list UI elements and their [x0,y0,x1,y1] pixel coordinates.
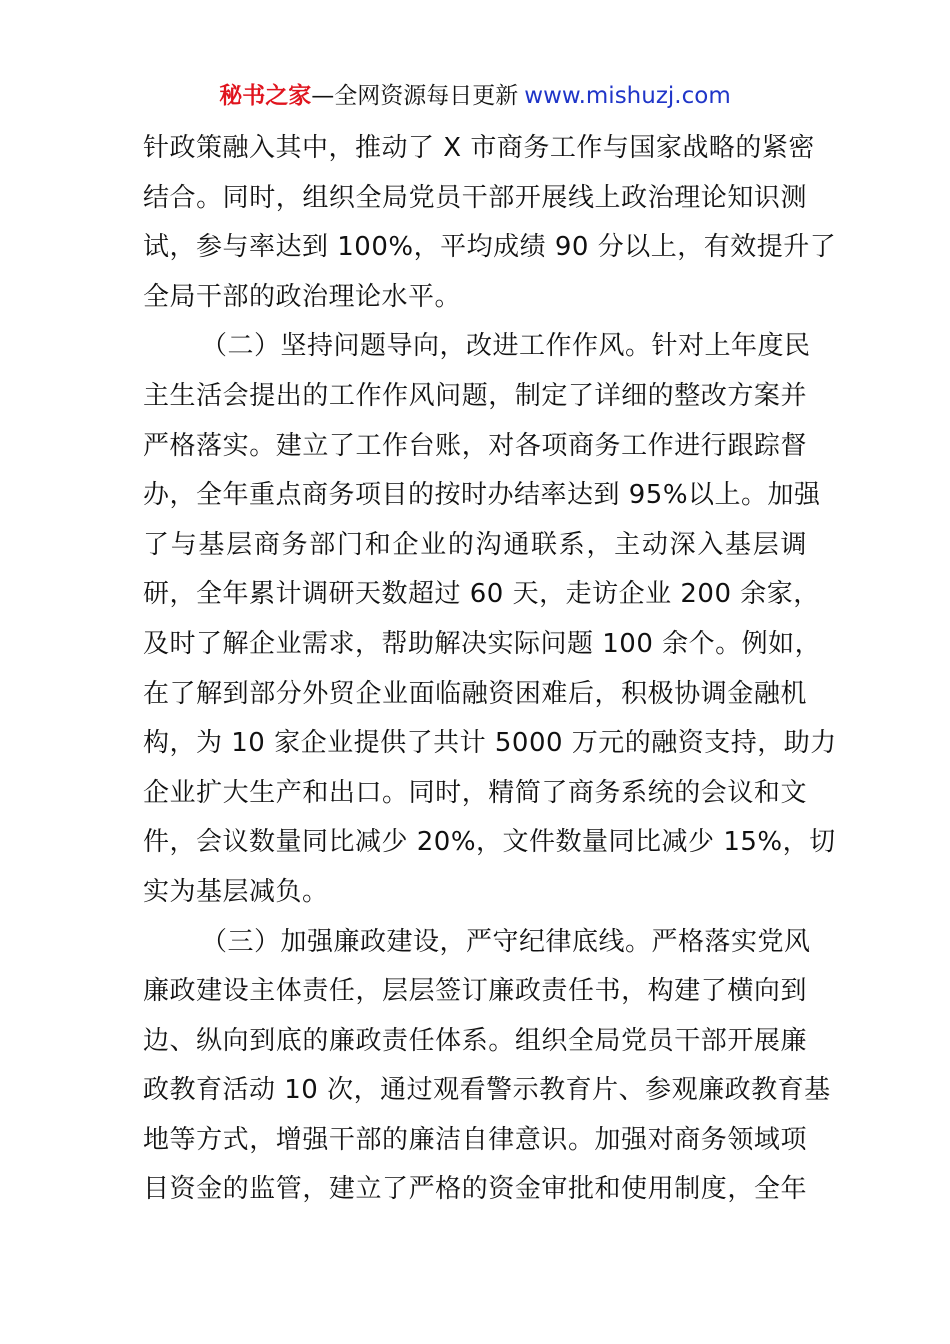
text-line: （二）坚持问题导向，改进工作作风。针对上年度民 [201,331,811,362]
page-header [0,80,950,112]
text-line: 构，为 10 家企业提供了共计 5000 万元的融资支持，助力 [143,728,837,759]
text-line: 针政策融入其中，推动了 X 市商务工作与国家战略的紧密 [143,133,815,163]
text-line: 政教育活动 10 次，通过观看警示教育片、参观廉政教育基 [143,1075,831,1106]
text-line: 了与基层商务部门和企业的沟通联系，主动深入基层调 [143,529,807,560]
text-line: 在了解到部分外贸企业面临融资困难后，积极协调金融机 [143,678,807,709]
site-url-link[interactable]: www.mishuzj.com [524,83,731,109]
body-text [143,124,837,1215]
text-line: 及时了解企业需求，帮助解决实际问题 100 余个。例如， [143,628,822,659]
text-line: 实为基层减负。 [143,876,329,907]
text-line: 严格落实。建立了工作台账，对各项商务工作进行跟踪督 [143,430,807,461]
text-line: 研，全年累计调研天数超过 60 天，走访企业 200 余家， [143,579,820,610]
text-line: （三）加强廉政建设，严守纪律底线。严格落实党风 [201,926,811,957]
text-line: 地等方式，增强干部的廉洁自律意识。加强对商务领域项 [143,1124,807,1155]
text-line: 目资金的监管，建立了严格的资金审批和使用制度，全年 [143,1174,807,1205]
text-line: 廉政建设主体责任，层层签订廉政责任书，构建了横向到 [143,976,807,1007]
text-line: 试，参与率达到 100%，平均成绩 90 分以上，有效提升了 [143,232,837,263]
text-line: 企业扩大生产和出口。同时，精简了商务系统的会议和文 [143,777,807,808]
text-line: 全局干部的政治理论水平。 [143,281,462,312]
header-tagline: —全网资源每日更新 [311,83,519,109]
text-line: 件，会议数量同比减少 20%，文件数量同比减少 15%，切 [143,827,836,858]
text-line: 结合。同时，组织全局党员干部开展线上政治理论知识测 [143,182,807,213]
text-line: 边、纵向到底的廉政责任体系。组织全局党员干部开展廉 [143,1025,807,1056]
text-line: 主生活会提出的工作作风问题，制定了详细的整改方案并 [143,380,807,411]
text-line: 办，全年重点商务项目的按时办结率达到 95%以上。加强 [143,480,821,511]
brand-name: 秘书之家 [219,83,312,109]
